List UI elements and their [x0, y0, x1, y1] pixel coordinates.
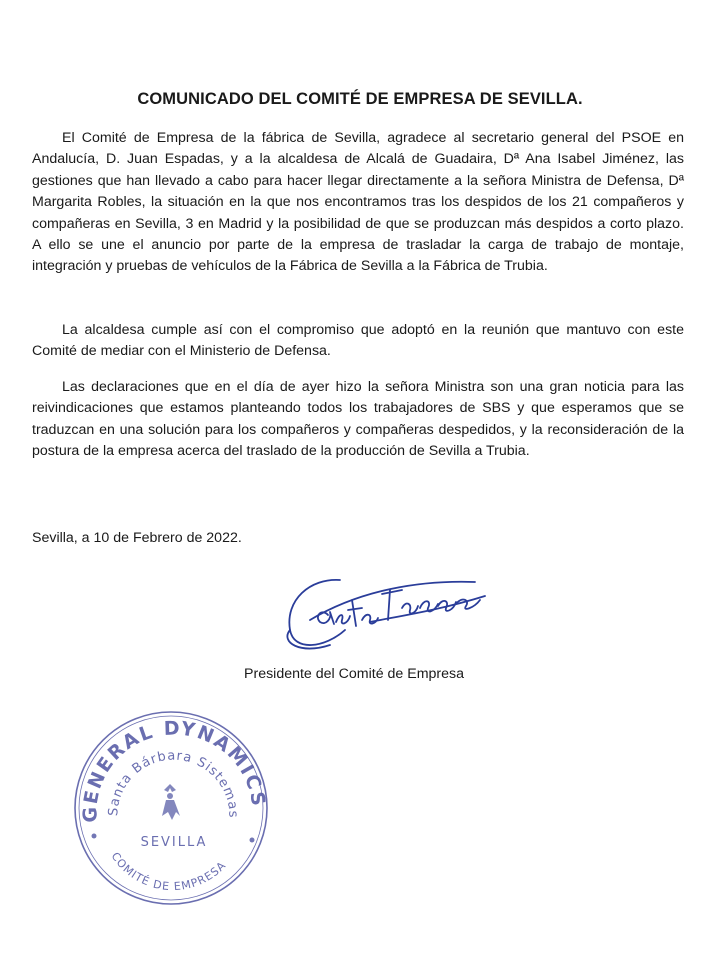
company-stamp: [66, 700, 276, 910]
stamp-city: SEVILLA: [140, 835, 208, 850]
paragraph-3: [32, 377, 684, 463]
stamp-inner-text: Santa Bárbara Sistemas: [106, 748, 241, 819]
document-title: COMUNICADO DEL COMITÉ DE EMPRESA DE SEVILLA.: [137, 90, 583, 108]
stamp-outer-text: GENERAL DYNAMICS: [79, 717, 270, 823]
paragraph-2-text: La alcaldesa cumple así con el compromiso que adoptó en la reunión que mantuvo con este Comité de mediar con el Ministerio de Defensa.: [32, 322, 684, 360]
paragraph-1: [32, 128, 684, 278]
paragraph-1-text: El Comité de Empresa de la fábrica de Sevilla, agradece al secretario general del PSOE en Andalucía, D. Juan Espadas, y a la alcaldesa de Alcalá de Guadaira, Dª Ana Isabel Jiménez, las gestiones que han llevado a cabo para hacer llegar directamente a la señora Ministra de Defensa, Dª Margarita Robles, la situación en la que nos encontramos tras los despidos de los 21 compañeros y compañeras en Sevilla, 3 en Madrid y la posibilidad de que se produzcan más despidos a corto plazo. A ello se une el anuncio por parte de la empresa de trasladar la carga de trabajo de montaje, integración y pruebas de vehículos de la Fábrica de Sevilla a la Fábrica de Trubia.: [32, 130, 684, 275]
stamp-emblem: [162, 784, 180, 820]
signer-title: Presidente del Comité de Empresa: [244, 666, 465, 682]
signature-image: [270, 560, 500, 660]
stamp-bottom-text: COMITÉ DE EMPRESA: [108, 849, 229, 894]
paragraph-3-text: Las declaraciones que en el día de ayer hizo la señora Ministra son una gran noticia para las reivindicaciones que estamos planteando todos los trabajadores de SBS y que esperamos que se traduzcan en una solución para los compañeros y compañeras despedidos, y la reconsideración de la postura de la empresa acerca del traslado de la producción de Sevilla a Trubia.: [32, 379, 684, 460]
document-date: Sevilla, a 10 de Febrero de 2022.: [32, 530, 242, 546]
paragraph-2: [32, 320, 684, 363]
